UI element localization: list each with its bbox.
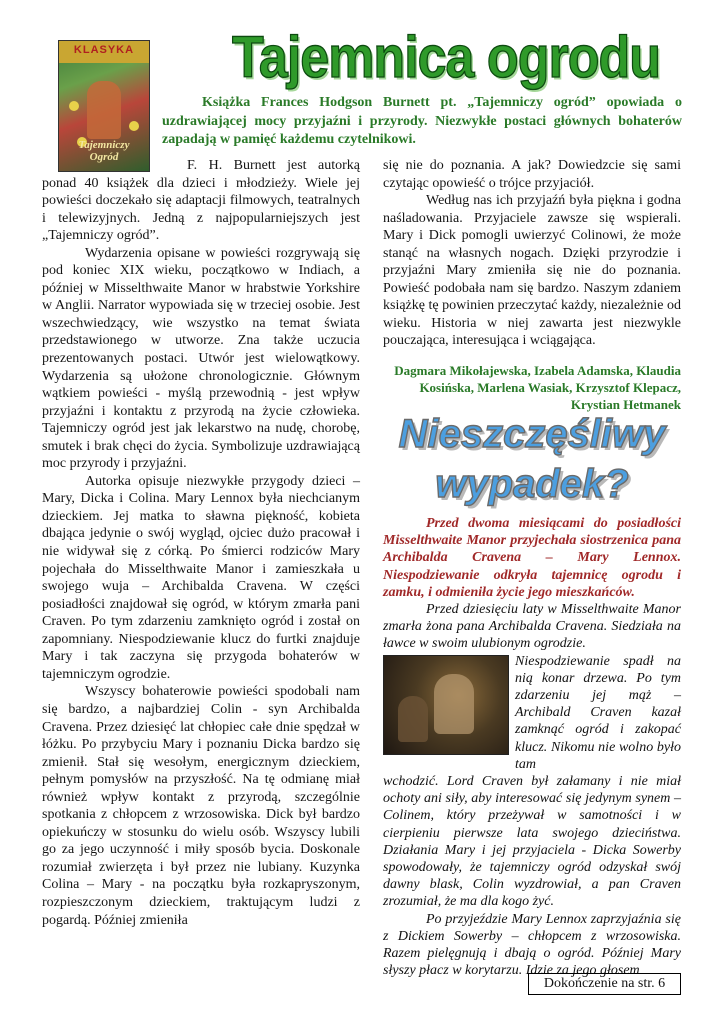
story-paragraph: Po przyjeździe Mary Lennox zaprzyjaźnia się z Dickiem Sowerby – chłopcem z wrzosowiska. Razem pielęgnują i dbają o ogród. Później Mary słyszy płacz w korytarzu. Idzie za jego głosem (383, 911, 681, 979)
cover-series-label: KLASYKA (73, 44, 135, 56)
article-paragraph: się nie do poznania. A jak? Dowiedzcie się sami czytając opowieść o trójce przyjaciół. (383, 158, 681, 191)
left-column (42, 157, 360, 929)
article-paragraph: F. H. Burnett jest autorką ponad 40 książek dla dzieci i młodzieży. Wiele jej powieści doczekało się adaptacji filmowych, teatralnych i telewizyjnych. Jedną z najpopularniejszych jest „Tajemniczy ogród”. (42, 158, 360, 244)
story-paragraph: wchodzić. Lord Craven był załamany i nie miał ochoty ani siły, aby interesować się jedynym synem – Colinem, który przeżywał w samotności i w cierpieniu pierwsze lata swojego dzieciństwa. Działania Mary i jej przyjaciela - Dicka Sowerby spowodowały, że tajemniczy ogród odzyskał swój dawny blask, Colin wyzdrowiał, a pan Craven zrozumiał, że ma dla kogo żyć. (383, 774, 681, 910)
article-paragraph: Wszyscy bohaterowie powieści spodobali nam się bardzo, a najbardziej Colin - syn Archibalda Cravena. Przez dziesięć lat chłopiec całe dnie spędzał w łóżku. Po przybyciu Mary i poznaniu Dicka bardzo się zmienił. Stał się wesołym, energicznym dzieckiem, pełnym pomysłów na przyszłość. Na tę odmianę miał również wpływ kontakt z przyrodą, szczególnie spotkania z chłopcem z wrzosowiska. Dick był bardzo opiekuńczy w stosunku do wielu osób. Wszyscy lubili go za jego uczynność i miły sposób bycia. Doskonale rozumiał zwierzęta i był przez nie lubiany. Kuzynka Colina – Mary - na początku była rozkapryszonym, rozpieszczonym dzieckiem, traktującym ludzi z pogardą. Później zmieniła (42, 684, 360, 928)
continued-on-page-box: Dokończenie na str. 6 (528, 973, 681, 995)
story-paragraph: Przed dziesięciu laty w Misselthwaite Manor zmarła żona pana Archibalda Cravena. Siedziała na ławce w swoim ulubionym ogrodzie. (383, 602, 681, 652)
cover-title-label: Tajemniczy Ogród (78, 139, 130, 163)
story-intro: Przed dwoma miesiącami do posiadłości Misselthwaite Manor przyjechała siostrzenica pana Archibalda Cravena – Mary Lennox. Niespodziewanie odkryła tajemnicę ogrodu i zamku, i odmieniła życie jego mieszkańców. (383, 516, 681, 600)
page-title: Tajemnica ogrodu (232, 25, 660, 91)
story-title-line-1: Nieszczęśliwy (398, 412, 666, 456)
story-title-line-2: wypadek? (435, 462, 629, 506)
cover-flower (129, 121, 139, 131)
article-paragraph: Wydarzenia opisane w powieści rozgrywają się pod koniec XIX wieku, początkowo w Indiach, a później w Misselthwaite Manor w hrabstwie Yorkshire w Anglii. Narrator wypowiada się w trzeciej osobie. Jest wszechwiedzący, wie wszystko na temat świata przedstawionego w utworze. Zna także uczucia prezentowanych postaci. Utwór jest wielowątkowy. Wydarzenia są ułożone chronologicznie. Głównym wątkiem powieści - myślą przewodnią - jest wpływ przyjaźni i kontaktu z przyrodą na życie człowieka. Tajemniczy ogród jest jak lekarstwo na nudę, chorobę, smutek i brak chęci do życia. Symbolizuje uzdrawiającą moc przyrody i przyjaźni. (42, 245, 360, 472)
story-paragraph-wrap: Niespodziewanie spadł na nią konar drzewa. Po tym zdarzeniu jej mąż – Archibald Craven kazał zamknąć ogród i zakopać klucz. Nikomu nie wolno było tam (515, 653, 681, 772)
book-cover-image (58, 40, 150, 172)
cover-flower (69, 101, 79, 111)
lead-paragraph: Książka Frances Hodgson Burnett pt. „Tajemniczy ogród” opowiada o uzdrawiającej mocy przyjaźni i przyrody. Niezwykłe postaci głównych bohaterów zapadają w pamięć każdemu czytelnikowi. (162, 95, 682, 147)
story-body (383, 515, 681, 979)
article-paragraph: Autorka opisuje niezwykłe przygody dzieci – Mary, Dicka i Colina. Mary Lennox była niechcianym dzieckiem. Jej matka to sławna piękność, kobieta dbająca jedynie o swój wygląd, ojciec dużo pracował i nie widywał się z córką. Po śmierci rodziców Mary pojechała do Misselthwaite Manor i zamieszkała u swojego wuja – Archibalda Cravena. W części posiadłości znajdował się ogród, w którym zmarła pani Craven. Po tym zdarzeniu zamknięto ogród i został on zapomniany. Niespodziewanie klucz do furtki znajduje Mary i tak zaczyna się przygoda bohaterów w tajemniczym ogrodzie. (42, 473, 360, 682)
cover-figure (87, 81, 121, 139)
right-column (383, 157, 681, 350)
authors-signature: Dagmara Mikołajewska, Izabela Adamska, Klaudia Kosińska, Marlena Wasiak, Krzysztof Klepacz, Krystian Hetmanek (394, 363, 681, 412)
article-paragraph: Według nas ich przyjaźń była piękna i godna naśladowania. Przyjaciele zawsze się wspierali. Mary i Dick pomogli uwierzyć Colinowi, że może stanąć na własnych nogach. Dzięki przyrodzie i przyjaźni Mary zmieniła się nie do poznania. Powieść podobała nam się bardzo. Naszym zdaniem książkę tę powinien przeczytać każdy, niezależnie od wieku. Historia w niej zawarta jest niezwykle pouczająca, interesująca i wciągająca. (383, 193, 681, 349)
